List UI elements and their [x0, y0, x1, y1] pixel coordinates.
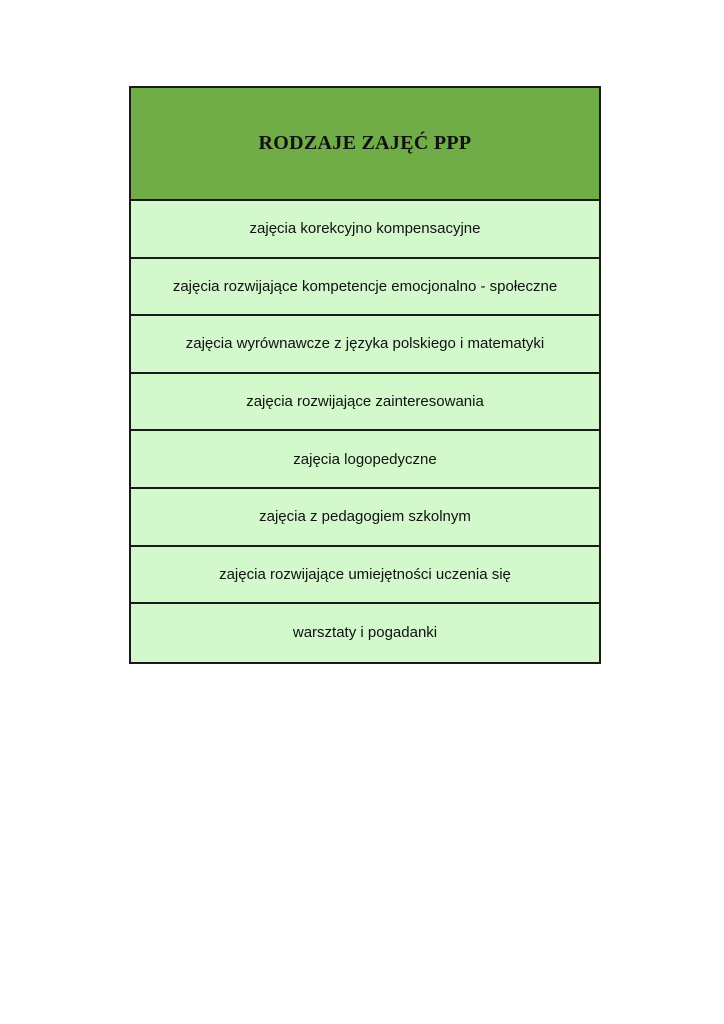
table-row	[131, 374, 599, 432]
table-row	[131, 316, 599, 374]
activities-table	[129, 86, 601, 664]
row-label: zajęcia rozwijające zainteresowania	[246, 393, 484, 411]
row-label: zajęcia rozwijające kompetencje emocjonalno - społeczne	[172, 277, 558, 295]
row-label: warsztaty i pogadanki	[292, 624, 438, 642]
row-label: zajęcia wyrównawcze z języka polskiego i matematyki	[185, 335, 545, 353]
table-row	[131, 431, 599, 489]
table-row	[131, 489, 599, 547]
table-row	[131, 547, 599, 605]
row-label: zajęcia korekcyjno kompensacyjne	[249, 220, 481, 238]
table-row	[131, 201, 599, 259]
row-label: zajęcia logopedyczne	[293, 450, 437, 468]
table-row	[131, 259, 599, 317]
row-label: zajęcia z pedagogiem szkolnym	[259, 508, 471, 526]
table-row	[131, 604, 599, 662]
table-header	[131, 88, 599, 201]
table-title: RODZAJE ZAJĘĆ PPP	[258, 132, 472, 154]
row-label: zajęcia rozwijające umiejętności uczenia się	[219, 565, 511, 583]
